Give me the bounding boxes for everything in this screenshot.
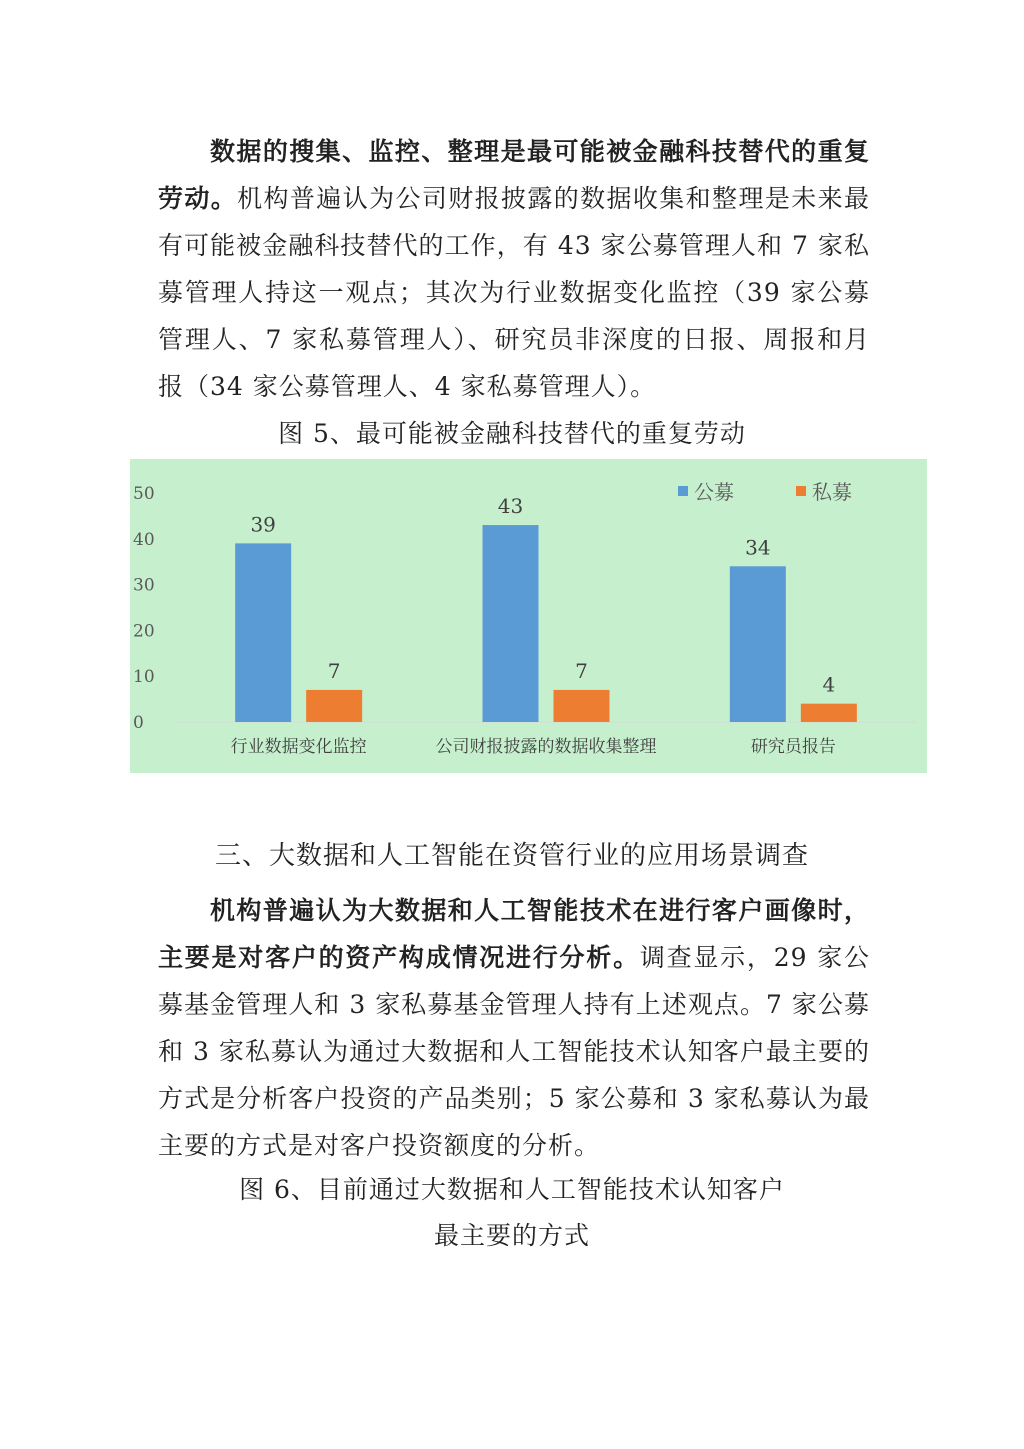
legend-swatch-1 [796, 486, 806, 496]
paragraph-2 [158, 887, 870, 1169]
bar-public-2 [730, 566, 786, 722]
legend-swatch-0 [678, 486, 688, 496]
bar-public-1 [483, 525, 539, 722]
category-label: 研究员报告 [750, 737, 836, 757]
legend-label: 私募 [812, 480, 852, 504]
y-tick-label: 50 [133, 484, 155, 504]
figure-5-chart [130, 459, 927, 773]
paragraph-2-lead: 机构普遍认为大数据和人工智能技术在进行客户画像时，主要是对客户的资产构成情况进行分析。 [158, 896, 870, 972]
section-3-heading: 三、大数据和人工智能在资管行业的应用场景调查 [214, 841, 809, 871]
bar-chart-svg [130, 459, 927, 773]
figure-6-caption-line-1: 图 6、目前通过大数据和人工智能技术认知客户 [239, 1175, 785, 1204]
y-tick-label: 40 [133, 529, 155, 550]
bar-private-1 [554, 690, 610, 722]
paragraph-1-body: 机构普遍认为公司财报披露的数据收集和整理是未来最有可能被金融科技替代的工作，有 43 家公募管理人和 7 家私募管理人持这一观点；其次为行业数据变化监控（39 家公募管理人、7 家私募管理人）、研究员非深度的日报、周报和月报（34 家公募管理人、4 家私募管理人）。 [158, 184, 870, 401]
y-tick-label: 20 [133, 621, 155, 642]
paragraph-1-lead: 数据的搜集、监控、整理是最可能被金融科技替代的重复劳动。 [158, 137, 870, 213]
figure-5-caption: 图 5、最可能被金融科技替代的重复劳动 [278, 419, 746, 448]
y-tick-label: 30 [133, 575, 155, 596]
bar-public-0 [235, 543, 291, 722]
legend-label: 公募 [694, 480, 734, 504]
data-label: 39 [250, 512, 276, 537]
y-tick-label: 10 [133, 667, 155, 688]
bar-private-0 [306, 690, 362, 722]
data-label: 7 [327, 658, 341, 683]
data-label: 4 [822, 672, 836, 697]
y-tick-label: 0 [133, 713, 144, 733]
data-label: 7 [575, 658, 588, 683]
category-label: 公司财报披露的数据收集整理 [435, 737, 657, 757]
data-label: 34 [745, 535, 771, 560]
data-label: 43 [497, 494, 524, 519]
category-label: 行业数据变化监控 [230, 737, 367, 757]
figure-6-caption-line-2: 最主要的方式 [433, 1221, 590, 1250]
paragraph-2-body: 调查显示，29 家公募基金管理人和 3 家私募基金管理人持有上述观点。7 家公募和 3 家私募认为通过大数据和人工智能技术认知客户最主要的方式是分析客户投资的产品类别；5 家公募和 3 家私募认为最主要的方式是对客户投资额度的分析。 [158, 943, 870, 1160]
paragraph-1 [158, 128, 870, 410]
bar-private-2 [801, 704, 857, 722]
